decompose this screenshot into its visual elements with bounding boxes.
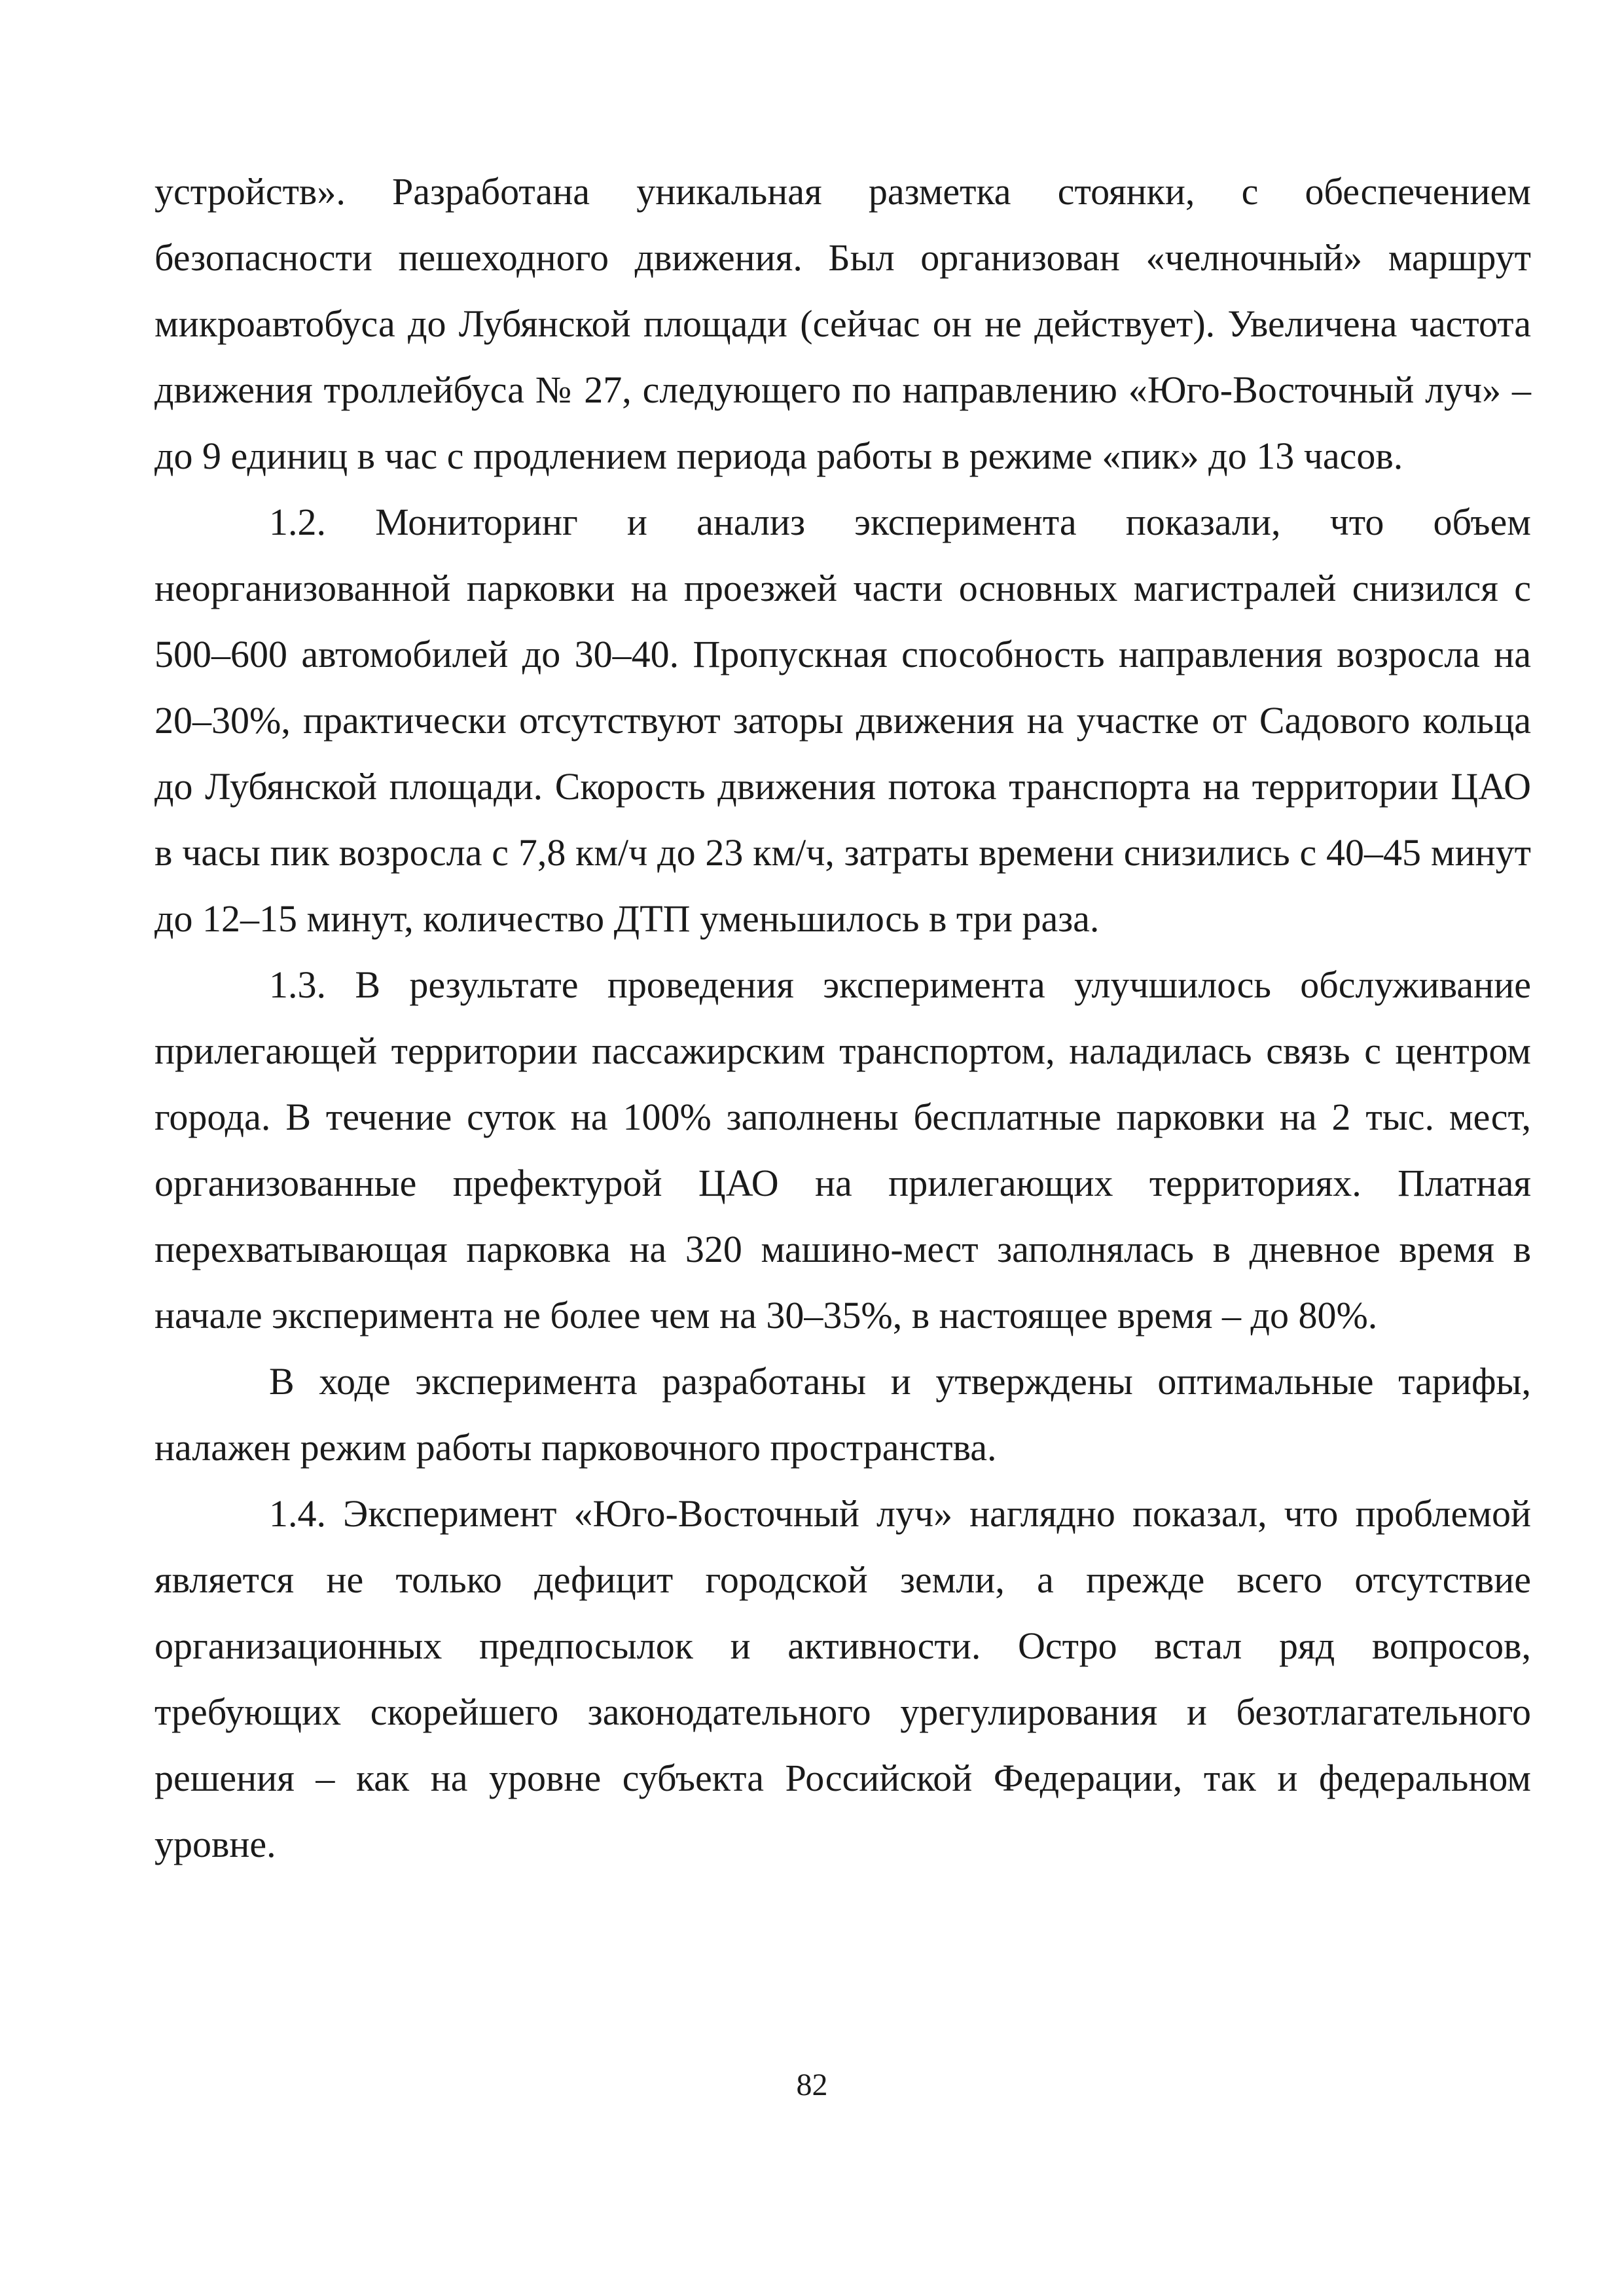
paragraph-1-2: 1.2. Мониторинг и анализ эксперимента показали, что объем неорганизованной парковки на проезжей части основных магистралей снизился с 500–600 автомобилей до 30–40. Пропускная способность направления возросла на 20–30%, практически отсутствуют заторы движения на участке от Садового кольца до Лубянской площади. Скорость движения потока транспорта на территории ЦАО в часы пик возросла с 7,8 км/ч до 23 км/ч, затраты времени снизились с 40–45 минут до 12–15 минут, количество ДТП уменьшилось в три раза. (154, 501, 1531, 940)
paragraph-1-4: 1.4. Эксперимент «Юго-Восточный луч» наглядно показал, что проблемой является не только дефицит городской земли, а прежде всего отсутствие организационных предпосылок и активности. Остро встал ряд вопросов, требующих скорейшего законодательного урегулирования и безотлагательного решения – как на уровне субъекта Российской Федерации, так и федеральном уровне. (154, 1492, 1531, 1865)
paragraph-continuation: устройств». Разработана уникальная разметка стоянки, с обеспечением безопасности пешеходного движения. Был организован «челночный» маршрут микроавтобуса до Лубянской площади (сейчас он не действует). Увеличена частота движения троллейбуса № 27, следующего по направлению «Юго-Восточный луч» – до 9 единиц в час с продлением периода работы в режиме «пик» до 13 часов. (154, 170, 1531, 477)
body-text (154, 158, 1531, 1877)
paragraph-tariffs: В ходе эксперимента разработаны и утверждены оптимальные тарифы, налажен режим работы парковочного пространства. (154, 1360, 1531, 1469)
paragraph-1-3: 1.3. В результате проведения эксперимента улучшилось обслуживание прилегающей территории пассажирским транспортом, наладилась связь с центром города. В течение суток на 100% заполнены бесплатные парковки на 2 тыс. мест, организованные префектурой ЦАО на прилегающих территориях. Платная перехватывающая парковка на 320 машино-мест заполнялась в дневное время в начале эксперимента не более чем на 30–35%, в настоящее время – до 80%. (154, 963, 1531, 1336)
page-number: 82 (796, 2068, 828, 2102)
